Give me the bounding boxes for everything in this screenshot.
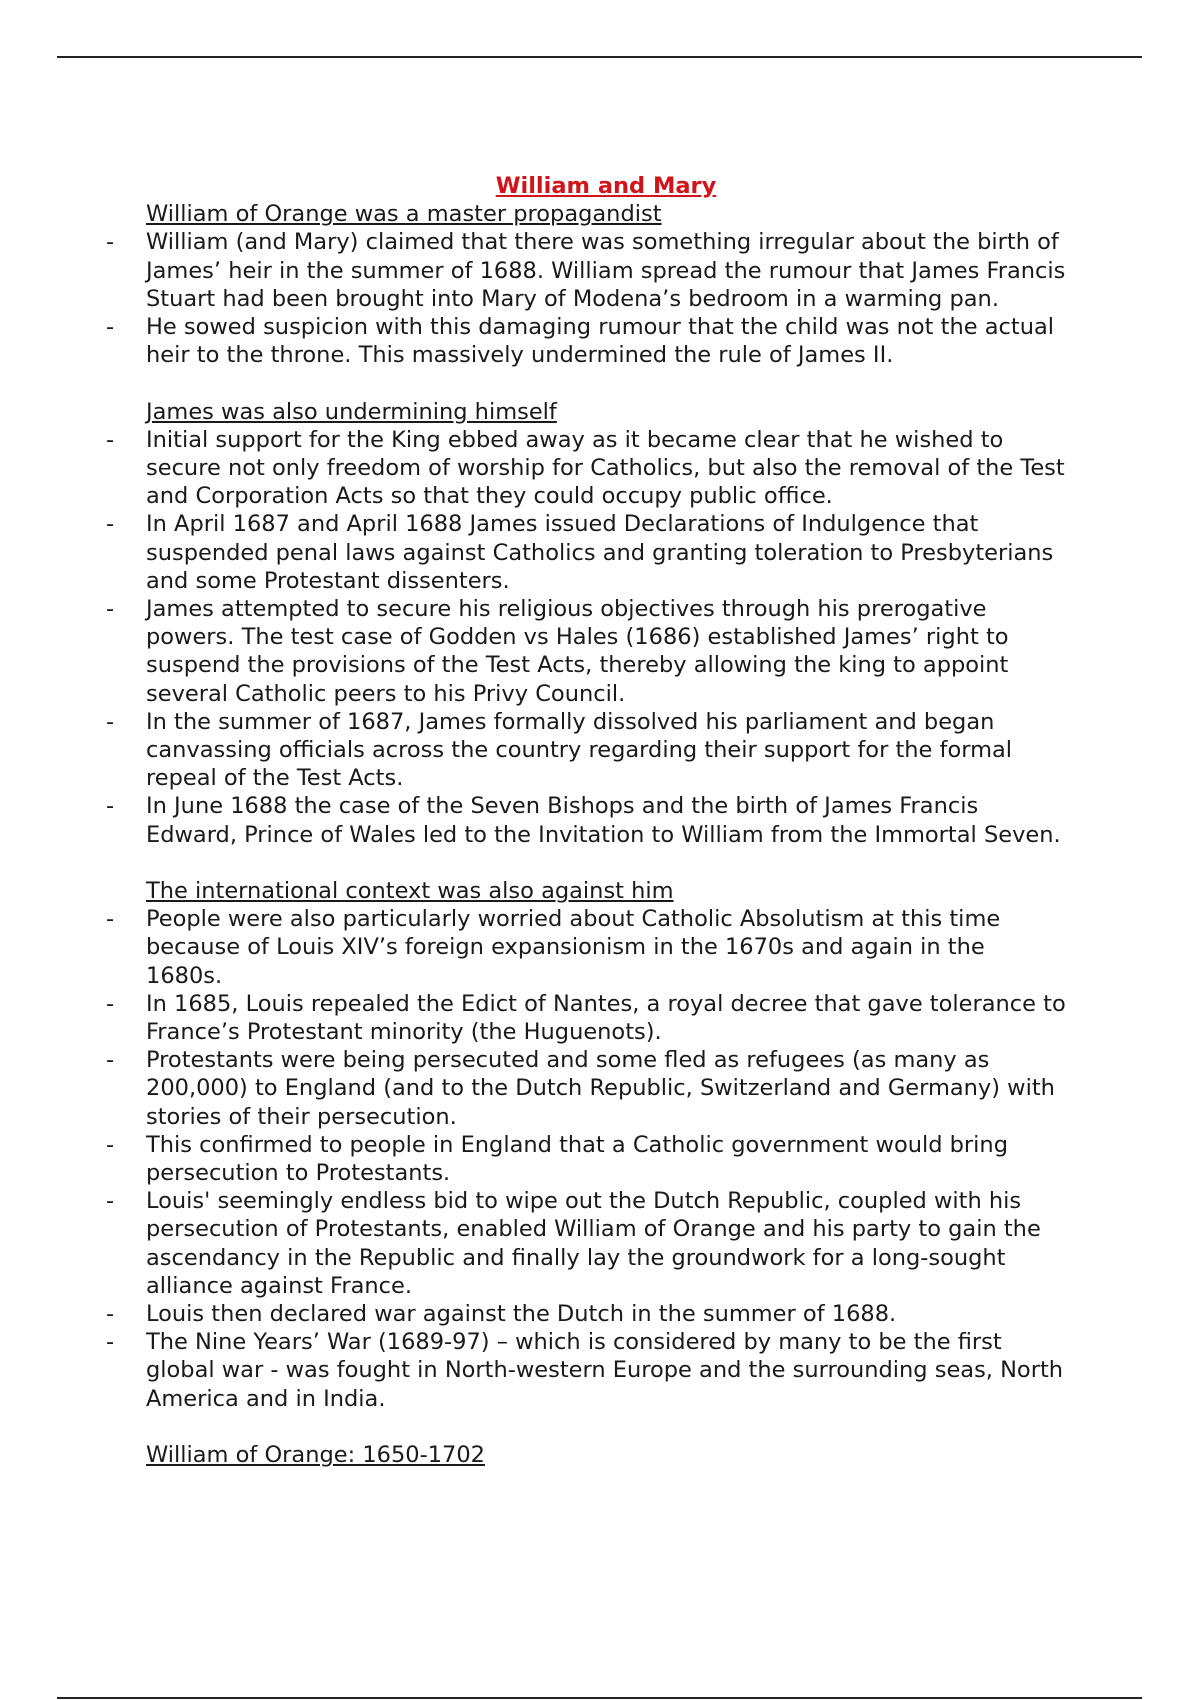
list-item-text: In April 1687 and April 1688 James issued Declarations of Indulgence that suspended penal laws against Catholics and granting toleration to Presbyterians and some Protestant dissenters.: [146, 511, 1054, 594]
bullet-marker: -: [106, 1329, 115, 1356]
list-item-text: In the summer of 1687, James formally dissolved his parliament and began canvassing officials across the country regarding their support for the formal repeal of the Test Acts.: [146, 708, 1013, 792]
list-item-text: In 1685, Louis repealed the Edict of Nantes, a royal decree that gave tolerance to France’s Protestant minority (the Huguenots).: [146, 990, 1066, 1046]
list-item-text: The Nine Years’ War (1689-97) – which is considered by many to be the first global war - was fought in North-western Europe and the surrounding seas, North America and in India.: [146, 1329, 1064, 1412]
section-heading: William of Orange: 1650-1702: [146, 1442, 485, 1469]
bullet-marker: -: [106, 1131, 115, 1158]
list-item-text: Protestants were being persecuted and some fled as refugees (as many as 200,000) to England (and to the Dutch Republic, Switzerland and Germany) with stories of their persecution.: [146, 1047, 1055, 1130]
paragraph-gap: [0, 1413, 1200, 1441]
bullet-marker: -: [106, 1047, 115, 1074]
bullet-marker: -: [106, 314, 115, 340]
bullet-list: [0, 905, 1200, 1413]
list-item: [0, 1328, 1066, 1413]
paragraph-gap: [0, 849, 1200, 877]
list-item: [0, 510, 1066, 595]
list-item: [0, 595, 1066, 708]
list-item-text: William (and Mary) claimed that there was something irregular about the birth of James’ heir in the summer of 1688. William spread the rumour that James Francis Stuart had been brought into Mary of Modena’s bedroom in a warming pan.: [146, 229, 1066, 312]
bullet-list: [0, 228, 1200, 369]
section-heading: James was also undermining himself: [146, 398, 557, 425]
bullet-list: [0, 426, 1200, 849]
list-item: [0, 313, 1066, 369]
list-item-text: James attempted to secure his religious objectives through his prerogative powers. The test case of Godden vs Hales (1686) established James’ right to suspend the provisions of the Test Acts, thereby allowing the king to appoint several Catholic peers to his Privy Council.: [146, 596, 1009, 707]
section-james-undermining: [0, 398, 1200, 849]
list-item-text: This confirmed to people in England that a Catholic government would bring persecution to Protestants.: [146, 1131, 1008, 1187]
list-item-text: Initial support for the King ebbed away as it became clear that he wished to secure not only freedom of worship for Catholics, but also the removal of the Test and Corporation Acts so that they could occupy public office.: [146, 426, 1065, 510]
footer-rule: [57, 1697, 1142, 1699]
header-rule: [57, 56, 1142, 58]
bullet-marker: -: [106, 708, 115, 735]
list-item-text: Louis then declared war against the Dutch in the summer of 1688.: [146, 1301, 897, 1328]
section-heading: William of Orange was a master propagandist: [146, 201, 662, 228]
list-item-text: He sowed suspicion with this damaging rumour that the child was not the actual heir to the throne. This massively undermined the rule of James II.: [146, 314, 1054, 369]
list-item: [0, 1046, 1066, 1131]
document-body: [0, 172, 1200, 1469]
bullet-marker: -: [106, 793, 115, 820]
list-item-text: In June 1688 the case of the Seven Bishops and the birth of James Francis Edward, Prince of Wales led to the Invitation to William from the Immortal Seven.: [146, 793, 1061, 848]
bullet-marker: -: [106, 1188, 115, 1215]
bullet-marker: -: [106, 596, 115, 623]
list-item: [0, 708, 1066, 793]
list-item: [0, 990, 1066, 1046]
section-william-of-orange: [0, 1441, 1200, 1469]
section-international-context: [0, 877, 1200, 1413]
list-item: [0, 228, 1066, 313]
list-item: [0, 426, 1066, 511]
document-title: William and Mary: [495, 173, 717, 199]
bullet-marker: -: [106, 990, 115, 1017]
list-item: [0, 905, 1066, 990]
bullet-marker: -: [106, 426, 115, 453]
section-heading: The international context was also against him: [146, 878, 674, 905]
bullet-marker: -: [106, 1301, 115, 1328]
list-item: [0, 1300, 1066, 1328]
bullet-marker: -: [106, 511, 115, 538]
list-item: [0, 1187, 1066, 1300]
bullet-marker: -: [106, 906, 115, 933]
list-item: [0, 792, 1066, 848]
list-item: [0, 1131, 1066, 1187]
list-item-text: Louis' seemingly endless bid to wipe out the Dutch Republic, coupled with his persecution of Protestants, enabled William of Orange and his party to gain the ascendancy in the Republic and finally lay the groundwork for a long-sought alliance against France.: [146, 1188, 1041, 1299]
section-propaganda: [0, 200, 1200, 369]
paragraph-gap: [0, 369, 1200, 397]
bullet-marker: -: [106, 229, 115, 256]
list-item-text: People were also particularly worried about Catholic Absolutism at this time because of Louis XIV’s foreign expansionism in the 1670s and again in the 1680s.: [146, 906, 1001, 989]
